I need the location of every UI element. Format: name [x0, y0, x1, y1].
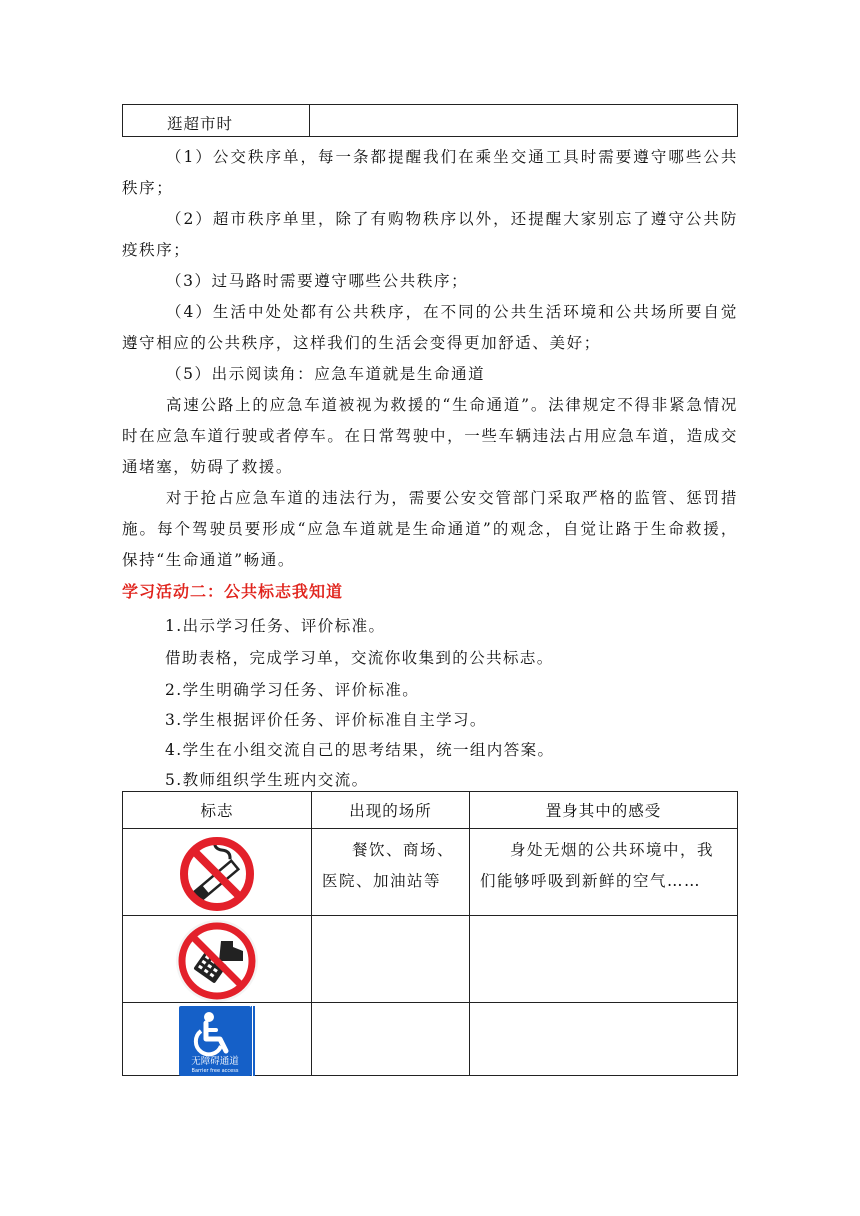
- table-row: [123, 916, 738, 1003]
- sign-cell: [123, 916, 312, 1003]
- feeling-text: [470, 1003, 737, 1009]
- place-text: [312, 1003, 469, 1009]
- paragraph-1: （1）公交秩序单，每一条都提醒我们在乘坐交通工具时需要遵守哪些公共秩序；: [122, 148, 738, 197]
- row-label-cell: [123, 105, 310, 137]
- paragraph-3: （3）过马路时需要遵守哪些公共秩序；: [166, 272, 469, 290]
- table-row: [123, 829, 738, 916]
- step-2: 2.学生明确学习任务、评价标准。: [165, 681, 420, 699]
- header-feeling: 置身其中的感受: [470, 792, 738, 829]
- place-text: 餐饮、商场、医院、加油站等: [322, 841, 455, 890]
- public-sign-table: [122, 791, 738, 1076]
- feeling-cell: [470, 829, 738, 916]
- feeling-text: [470, 916, 737, 922]
- feeling-cell: [470, 916, 738, 1003]
- paragraph-5: （5）出示阅读角：应急车道就是生命通道: [166, 365, 486, 383]
- no-phone-sign-icon: [175, 919, 259, 1003]
- table-row: [123, 1003, 738, 1076]
- step-1: 1.出示学习任务、评价标准。: [165, 617, 386, 635]
- table-header-row: [123, 792, 738, 829]
- place-cell: [312, 916, 470, 1003]
- row-label: 逛超市时: [167, 115, 234, 133]
- sign-cell: [123, 1003, 312, 1076]
- header-place: 出现的场所: [312, 792, 470, 829]
- row-value-cell: [310, 105, 738, 137]
- place-text: [312, 916, 469, 922]
- paragraph-2: （2）超市秩序单里，除了有购物秩序以外，还提醒大家别忘了遵守公共防疫秩序；: [122, 210, 738, 259]
- barrier-free-subtext: Barrier free access: [191, 1068, 239, 1074]
- header-sign: 标志: [123, 792, 312, 829]
- barrier-free-sign-icon: [179, 1006, 255, 1076]
- feeling-text: 身处无烟的公共环境中，我们能够呼吸到新鲜的空气……: [480, 841, 715, 890]
- order-table-tail: [122, 104, 738, 137]
- step-4: 4.学生在小组交流自己的思考结果，统一组内答案。: [165, 741, 555, 759]
- feeling-cell: [470, 1003, 738, 1076]
- paragraph-4: （4）生活中处处都有公共秩序，在不同的公共生活环境和公共场所要自觉遵守相应的公共秩序，这样我们的生活会变得更加舒适、美好；: [122, 303, 738, 352]
- barrier-free-text: 无障碍通道: [191, 1056, 239, 1067]
- place-cell: [312, 829, 470, 916]
- place-cell: [312, 1003, 470, 1076]
- table-row: [123, 105, 738, 137]
- paragraph-7: 对于抢占应急车道的违法行为，需要公安交管部门采取严格的监管、惩罚措施。每个驾驶员要形成“应急车道就是生命通道”的观念，自觉让路于生命救援，保持“生命通道”畅通。: [122, 489, 738, 569]
- sign-cell: [123, 829, 312, 916]
- no-smoking-sign-icon: [177, 834, 257, 914]
- step-3: 3.学生根据评价任务、评价标准自主学习。: [165, 711, 487, 729]
- step-instruction: 借助表格，完成学习单，交流你收集到的公共标志。: [165, 649, 554, 667]
- section-heading: 学习活动二：公共标志我知道: [122, 582, 344, 601]
- paragraph-6: 高速公路上的应急车道被视为救援的“生命通道”。法律规定不得非紧急情况时在应急车道行驶或者停车。在日常驾驶中，一些车辆违法占用应急车道，造成交通堵塞，妨碍了救援。: [122, 396, 738, 476]
- step-5: 5.教师组织学生班内交流。: [165, 771, 369, 789]
